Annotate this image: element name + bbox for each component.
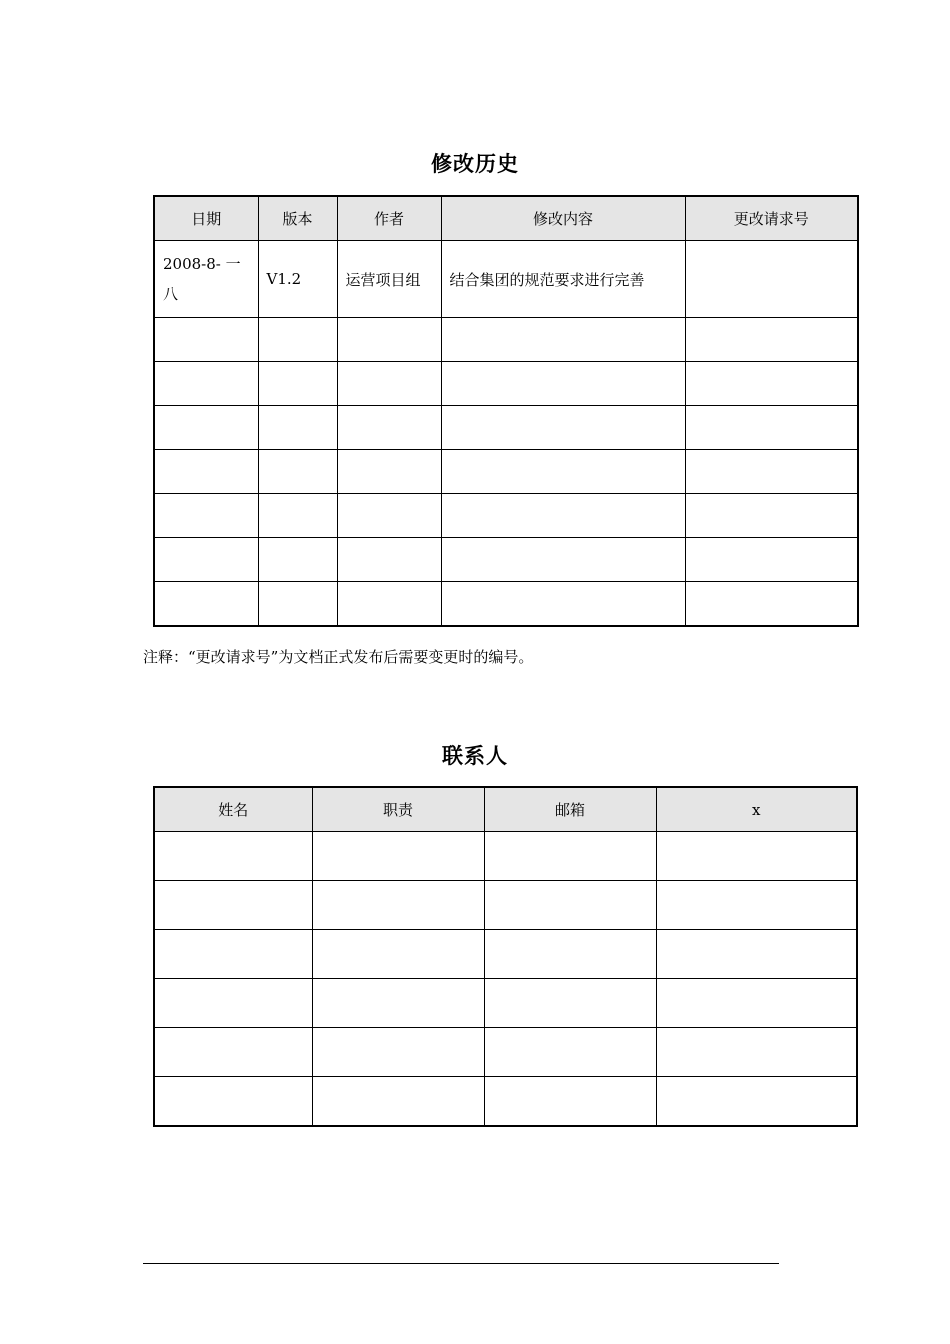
column-header-change-content: 修改内容 [441,196,685,241]
table-cell [337,362,441,406]
table-cell [258,494,337,538]
table-cell [685,362,858,406]
table-cell [484,979,656,1028]
column-header-x: x [656,787,857,832]
contacts-title: 联系人 [442,744,508,768]
table-cell [312,1028,484,1077]
table-cell [337,406,441,450]
column-header-name: 姓名 [154,787,312,832]
cell-change-content: 结合集团的规范要求进行完善 [449,270,645,289]
table-cell [441,450,685,494]
table-cell [154,832,312,881]
column-header-change-request-no: 更改请求号 [685,196,858,241]
table-cell [484,1077,656,1127]
table-cell [337,582,441,627]
table-cell [258,450,337,494]
table-cell [441,362,685,406]
table-cell [154,406,258,450]
table-cell [484,1028,656,1077]
table-note: 注释：“更改请求号”为文档正式发布后需要变更时的编号。 [143,648,534,666]
table-row [154,494,858,538]
table-row [154,1077,857,1127]
table-header-row [154,787,857,832]
revision-history-title: 修改历史 [431,152,519,176]
table-cell [685,494,858,538]
column-header-role: 职责 [312,787,484,832]
column-header-email: 邮箱 [484,787,656,832]
column-header-version: 版本 [258,196,337,241]
table-cell [312,881,484,930]
table-cell [258,318,337,362]
table-cell [685,318,858,362]
table-cell [337,318,441,362]
table-cell [685,241,858,318]
table-cell [656,979,857,1028]
table-cell [484,832,656,881]
table-row [154,832,857,881]
table-cell [337,450,441,494]
table-row [154,881,857,930]
table-cell [656,881,857,930]
table-cell [656,930,857,979]
table-cell [441,494,685,538]
table-cell [154,582,258,627]
column-header-author: 作者 [337,196,441,241]
table-cell [258,362,337,406]
table-cell [154,538,258,582]
table-cell [656,1028,857,1077]
table-cell [484,881,656,930]
table-cell [258,406,337,450]
table-row [154,1028,857,1077]
table-row [154,582,858,627]
table-cell [154,1028,312,1077]
table-cell [685,406,858,450]
table-cell [484,930,656,979]
table-cell [685,538,858,582]
table-cell [685,582,858,627]
table-row [154,450,858,494]
table-cell [154,362,258,406]
table-cell [337,538,441,582]
table-row [154,979,857,1028]
column-header-date: 日期 [154,196,258,241]
table-cell [154,1077,312,1127]
table-cell [656,832,857,881]
footer-divider [143,1263,779,1264]
table-cell [312,832,484,881]
table-cell [441,406,685,450]
table-cell [441,318,685,362]
cell-date: 2008-8- 一八 [163,255,241,303]
table-row [154,406,858,450]
table-cell [154,979,312,1028]
table-cell [258,538,337,582]
revision-history-table [153,195,859,627]
table-row [154,362,858,406]
table-row [154,241,858,318]
table-cell [656,1077,857,1127]
table-cell [685,450,858,494]
table-row [154,930,857,979]
table-row [154,318,858,362]
cell-author: 运营项目组 [345,270,421,289]
table-cell [441,241,685,318]
table-header-row [154,196,858,241]
table-cell [154,930,312,979]
table-cell [154,241,258,318]
table-cell [441,582,685,627]
table-cell [154,881,312,930]
table-cell [154,450,258,494]
table-row [154,538,858,582]
table-cell [258,582,337,627]
contacts-table [153,786,858,1127]
table-cell [337,494,441,538]
table-cell [258,241,337,318]
table-cell [154,494,258,538]
table-cell [337,241,441,318]
table-cell [312,979,484,1028]
table-cell [312,1077,484,1127]
table-cell [312,930,484,979]
table-cell [154,318,258,362]
cell-version: V1.2 [266,270,302,288]
table-cell [441,538,685,582]
